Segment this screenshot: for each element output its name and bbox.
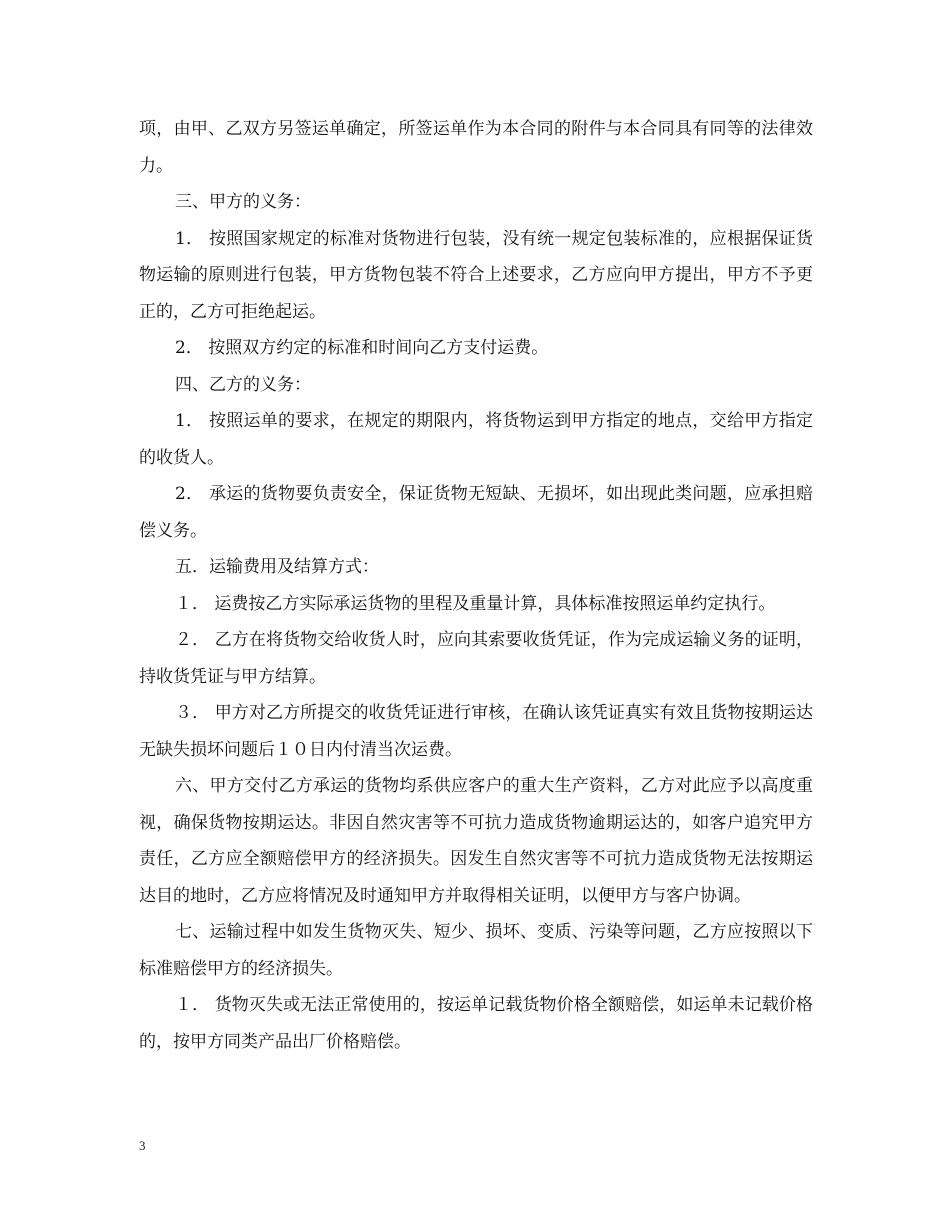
page-number: 3 bbox=[139, 1138, 146, 1153]
clause-paragraph: 2． 按照双方约定的标准和时间向乙方支付运费。 bbox=[175, 338, 549, 358]
paragraph-continuation: 项，由甲、乙双方另签运单确定，所签运单作为本合同的附件与本合同具有同等的法律效力。 bbox=[139, 119, 813, 176]
section-paragraph-six: 六、甲方交付乙方承运的货物均系供应客户的重大生产资料，乙方对此应予以高度重视，确保货物按期运达。非因自然灾害等不可抗力造成货物逾期运达的，如客户追究甲方责任，乙方应全额赔偿甲方的经济损失。因发生自然灾害等不可抗力造成货物无法按期运达目的地时，乙方应将情况及时通知甲方并取得相关证明，以便甲方与客户协调。 bbox=[139, 776, 813, 906]
clause-paragraph: 1． 按照运单的要求，在规定的期限内，将货物运到甲方指定的地点，交给甲方指定的收货人。 bbox=[139, 411, 813, 468]
clause-paragraph: １． 货物灭失或无法正常使用的，按运单记载货物价格全额赔偿，如运单未记载价格的，按甲方同类产品出厂价格赔偿。 bbox=[139, 995, 813, 1052]
clause-paragraph: 2． 承运的货物要负责安全，保证货物无短缺、无损坏，如出现此类问题，应承担赔偿义务。 bbox=[139, 484, 813, 541]
section-heading-fees-settlement: 五．运输费用及结算方式： bbox=[175, 557, 379, 577]
section-heading-party-b-obligations: 四、乙方的义务： bbox=[175, 374, 311, 395]
clause-paragraph: １． 运费按乙方实际承运货物的里程及重量计算，具体标准按照运单约定执行。 bbox=[175, 593, 776, 614]
section-heading-party-a-obligations: 三、甲方的义务： bbox=[175, 192, 311, 212]
section-paragraph-seven: 七、运输过程中如发生货物灭失、短少、损坏、变质、污染等问题，乙方应按照以下标准赔偿甲方的经济损失。 bbox=[139, 922, 813, 979]
clause-paragraph: ３． 甲方对乙方所提交的收货凭证进行审核，在确认该凭证真实有效且货物按期运达无缺失损坏问题后１０日内付清当次运费。 bbox=[139, 703, 813, 760]
clause-paragraph: 1． 按照国家规定的标准对货物进行包装，没有统一规定包装标准的，应根据保证货物运输的原则进行包装，甲方货物包装不符合上述要求，乙方应向甲方提出，甲方不予更正的，乙方可拒绝起运。 bbox=[139, 228, 813, 322]
document-body bbox=[139, 111, 813, 1060]
clause-paragraph: ２． 乙方在将货物交给收货人时，应向其索要收货凭证，作为完成运输义务的证明，持收货凭证与甲方结算。 bbox=[139, 630, 813, 687]
